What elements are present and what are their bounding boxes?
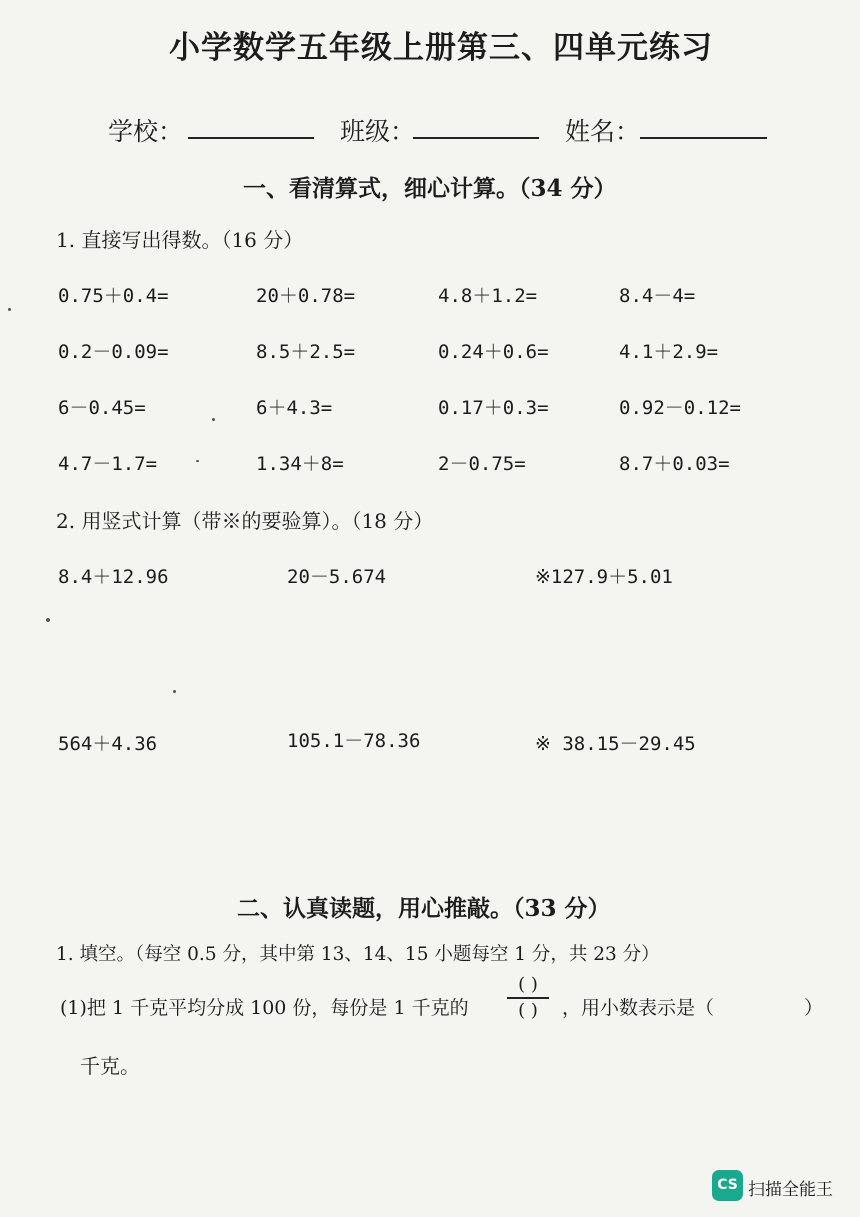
fraction-numerator: ( ) [518, 974, 538, 995]
scan-speck [196, 460, 199, 462]
calc-item: 4.7－1.7= [58, 453, 158, 475]
calc-item: 4.1＋2.9= [619, 341, 719, 363]
calc-item: 20＋0.78= [256, 285, 356, 307]
scan-speck [212, 418, 215, 421]
class-field[interactable] [413, 136, 539, 139]
scan-speck [8, 308, 11, 311]
fill-item-1-tail: ，用小数表示是（ [562, 997, 715, 1019]
camscanner-logo-icon: CS [712, 1170, 743, 1201]
calc-item: 0.17＋0.3= [438, 397, 549, 419]
fill-blank-title: 1. 填空。（每空 0.5 分，其中第 13、14、15 小题每空 1 分，共 23 分） [56, 944, 660, 965]
class-label: 班级： [340, 117, 416, 146]
calc-item: 4.8＋1.2= [438, 285, 538, 307]
calc-item: 0.92－0.12= [619, 397, 741, 419]
fill-item-1-text: (1)把 1 千克平均分成 100 份，每份是 1 千克的 [60, 997, 469, 1019]
watermark-brand: 扫描全能王 [748, 1180, 833, 1200]
calc-item: 2－0.75= [438, 453, 526, 475]
section-1-heading: 一、看清算式，细心计算。（34 分） [243, 175, 617, 202]
school-field[interactable] [188, 136, 314, 139]
calc-item: 8.4－4= [619, 285, 696, 307]
calc-item: 0.24＋0.6= [438, 341, 549, 363]
calc-item: 0.2－0.09= [58, 341, 169, 363]
vertical-calc-item: ※ 38.15－29.45 [535, 733, 696, 755]
vertical-calc-item: ※127.9＋5.01 [535, 566, 673, 588]
question-1-title: 1. 直接写出得数。（16 分） [56, 228, 304, 252]
calc-item: 1.34＋8= [256, 453, 344, 475]
calc-item: 8.5＋2.5= [256, 341, 356, 363]
name-field[interactable] [640, 136, 767, 139]
calc-item: 6－0.45= [58, 397, 146, 419]
fraction-bar [507, 997, 549, 999]
fraction-blank[interactable] [505, 974, 551, 1022]
vertical-calc-item: 564＋4.36 [58, 733, 158, 755]
scan-speck [46, 618, 50, 622]
scan-speck [173, 690, 176, 693]
vertical-calc-item: 105.1－78.36 [287, 730, 421, 752]
calc-item: 8.7＋0.03= [619, 453, 730, 475]
calc-item: 0.75＋0.4= [58, 285, 169, 307]
school-label: 学校： [108, 117, 184, 146]
fill-item-1-unit: 千克。 [80, 1054, 140, 1078]
section-2-heading: 二、认真读题，用心推敲。（33 分） [237, 895, 611, 922]
fraction-denominator: ( ) [518, 1000, 538, 1021]
vertical-calc-item: 8.4＋12.96 [58, 566, 169, 588]
question-2-title: 2. 用竖式计算（带※的要验算）。（18 分） [56, 509, 434, 533]
name-label: 姓名： [565, 117, 641, 146]
vertical-calc-item: 20－5.674 [287, 566, 387, 588]
calc-item: 6＋4.3= [256, 397, 333, 419]
page-title: 小学数学五年级上册第三、四单元练习 [169, 30, 713, 66]
fill-item-1-close: ） [804, 997, 824, 1019]
